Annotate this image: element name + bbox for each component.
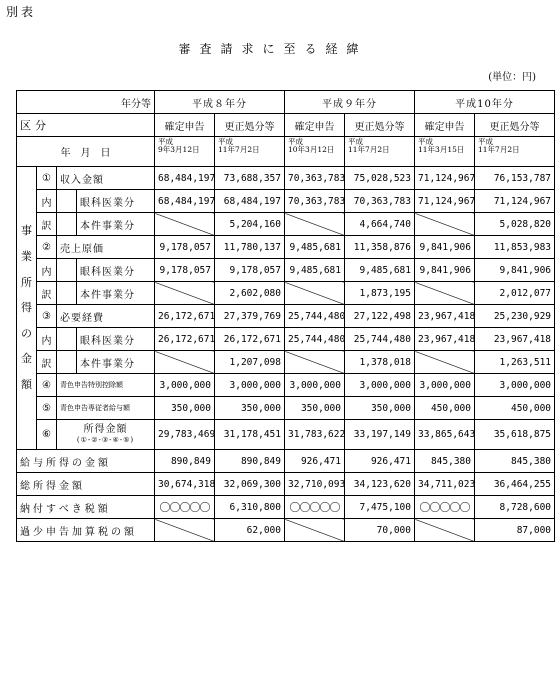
page-title: 審査請求に至る経緯 [178,42,368,56]
value-cell: 70,363,783 [285,190,345,213]
value-cell: 25,744,480 [345,328,415,351]
slashed-cell [285,351,345,374]
value-cell: 27,122,498 [345,305,415,328]
value-cell: 11,853,983 [475,236,555,259]
value-cell: 450,000 [415,397,475,420]
year-header: 平成10年分 [415,91,555,114]
table-row [17,190,555,213]
breakdown-char: 訳 [37,351,57,374]
slashed-cell [285,213,345,236]
value-cell: 6,310,800 [215,496,285,519]
row-number: ① [37,167,57,190]
value-cell: 33,865,643 [415,420,475,450]
value-cell: 9,178,057 [215,259,285,282]
masked-value: 〇〇〇〇〇 [415,496,475,519]
value-cell: 71,124,967 [475,190,555,213]
value-cell: 9,841,906 [475,259,555,282]
value-cell: 11,358,876 [345,236,415,259]
row-label: 眼科医業分 [77,328,155,351]
date-cell [415,137,475,167]
row-number: ③ [37,305,57,328]
value-cell: 5,204,160 [215,213,285,236]
value-cell: 68,484,197 [155,167,215,190]
value-cell: 29,783,469 [155,420,215,450]
date-era: 平成 [218,137,233,146]
table-row [17,420,555,450]
row-label-text: 所得金額 [83,424,128,436]
row-label: 青色申告専従者給与額 [57,397,155,420]
row-label: 必要経費 [57,305,155,328]
value-cell: 1,873,195 [345,282,415,305]
value-cell: 62,000 [215,519,285,542]
date-era: 平成 [158,137,173,146]
table-row [17,282,555,305]
row-number: ② [37,236,57,259]
value-cell: 450,000 [475,397,555,420]
value-cell: 7,475,100 [345,496,415,519]
value-cell: 845,380 [475,450,555,473]
date-cell [345,137,415,167]
table-row [17,473,555,496]
value-cell: 71,124,967 [415,190,475,213]
value-cell: 350,000 [345,397,415,420]
table-row [17,213,555,236]
value-cell: 25,744,480 [285,305,345,328]
kubun-header: 区分 [17,114,155,137]
masked-value: 〇〇〇〇〇 [285,496,345,519]
value-cell: 4,664,740 [345,213,415,236]
value-cell: 23,967,418 [415,328,475,351]
value-cell: 26,172,671 [155,305,215,328]
value-cell: 9,485,681 [285,259,345,282]
table-row [17,397,555,420]
audit-history-table [16,90,555,542]
row-label-spacer [57,259,77,282]
value-cell: 1,207,098 [215,351,285,374]
table-row [17,496,555,519]
value-cell: 35,618,875 [475,420,555,450]
row-sublabel: (①-②-③-④-⑤) [76,436,135,445]
date-value: 11年7月2日 [478,145,520,155]
date-era: 平成 [288,137,303,146]
value-cell: 5,028,820 [475,213,555,236]
slashed-cell [415,351,475,374]
value-cell: 350,000 [285,397,345,420]
value-cell: 926,471 [285,450,345,473]
row-number: ⑤ [37,397,57,420]
value-cell: 32,069,300 [215,473,285,496]
row-label: 眼科医業分 [77,190,155,213]
slashed-cell [285,519,345,542]
row-number: ⑥ [37,420,57,450]
value-cell: 3,000,000 [415,374,475,397]
date-row-label: 年 月 日 [17,137,155,167]
row-label [57,420,155,450]
value-cell: 31,178,451 [215,420,285,450]
corner-header: 年分等 [17,91,155,114]
bottom-row-label: 過少申告加算税の額 [17,519,155,542]
row-label-spacer [57,213,77,236]
unit-label: (単位：円) [488,72,536,83]
slashed-cell [155,213,215,236]
bottom-row-label: 納付すべき税額 [17,496,155,519]
table-row [17,328,555,351]
value-cell: 26,172,671 [155,328,215,351]
column-header: 更正処分等 [475,114,555,137]
value-cell: 25,230,929 [475,305,555,328]
value-cell: 926,471 [345,450,415,473]
value-cell: 1,263,511 [475,351,555,374]
value-cell: 68,484,197 [155,190,215,213]
value-cell: 350,000 [215,397,285,420]
table-row [17,91,555,114]
row-label-spacer [57,190,77,213]
column-header: 更正処分等 [345,114,415,137]
row-label: 本件事業分 [77,213,155,236]
table-row [17,167,555,190]
row-label: 売上原価 [57,236,155,259]
row-label-spacer [57,351,77,374]
value-cell: 1,378,018 [345,351,415,374]
value-cell: 845,380 [415,450,475,473]
slashed-cell [415,282,475,305]
table-row [17,114,555,137]
attachment-label: 別表 [6,5,37,19]
value-cell: 76,153,787 [475,167,555,190]
value-cell: 68,484,197 [215,190,285,213]
value-cell: 36,464,255 [475,473,555,496]
value-cell: 70,000 [345,519,415,542]
row-number: ④ [37,374,57,397]
column-header: 確定申告 [155,114,215,137]
row-label-spacer [57,328,77,351]
value-cell: 31,783,622 [285,420,345,450]
row-label: 収入金額 [57,167,155,190]
bottom-row-label: 給与所得の金額 [17,450,155,473]
date-value: 11年3月15日 [418,145,465,155]
date-era: 平成 [418,137,433,146]
date-era: 平成 [478,137,493,146]
date-cell [155,137,215,167]
slashed-cell [415,213,475,236]
value-cell: 9,178,057 [155,259,215,282]
value-cell: 3,000,000 [345,374,415,397]
value-cell: 27,379,769 [215,305,285,328]
side-label-business-income: 事 業 所 得 の 金 額 [17,167,37,450]
value-cell: 2,602,080 [215,282,285,305]
slashed-cell [155,519,215,542]
date-value: 11年7月2日 [348,145,390,155]
value-cell: 9,485,681 [285,236,345,259]
date-cell [475,137,555,167]
breakdown-char: 内 [37,328,57,351]
breakdown-char: 内 [37,190,57,213]
value-cell: 34,711,023 [415,473,475,496]
date-cell [285,137,345,167]
date-value: 9年3月12日 [158,145,200,155]
breakdown-char: 訳 [37,282,57,305]
column-header: 確定申告 [415,114,475,137]
table-row [17,305,555,328]
masked-value: 〇〇〇〇〇 [155,496,215,519]
slashed-cell [155,282,215,305]
value-cell: 9,841,906 [415,236,475,259]
row-label: 本件事業分 [77,351,155,374]
date-cell [215,137,285,167]
value-cell: 32,710,093 [285,473,345,496]
table-row [17,374,555,397]
table-row [17,236,555,259]
year-header: 平成８年分 [155,91,285,114]
table-row [17,519,555,542]
value-cell: 25,744,480 [285,328,345,351]
value-cell: 23,967,418 [475,328,555,351]
value-cell: 350,000 [155,397,215,420]
value-cell: 23,967,418 [415,305,475,328]
value-cell: 70,363,783 [285,167,345,190]
value-cell: 70,363,783 [345,190,415,213]
value-cell: 9,841,906 [415,259,475,282]
value-cell: 9,485,681 [345,259,415,282]
table-row [17,450,555,473]
row-label: 青色申告特別控除額 [57,374,155,397]
table-row [17,137,555,167]
value-cell: 890,849 [215,450,285,473]
breakdown-char: 内 [37,259,57,282]
row-label: 本件事業分 [77,282,155,305]
year-header: 平成９年分 [285,91,415,114]
column-header: 確定申告 [285,114,345,137]
value-cell: 3,000,000 [475,374,555,397]
value-cell: 30,674,318 [155,473,215,496]
date-value: 11年7月2日 [218,145,260,155]
value-cell: 11,780,137 [215,236,285,259]
value-cell: 8,728,600 [475,496,555,519]
value-cell: 3,000,000 [285,374,345,397]
bottom-row-label: 総所得金額 [17,473,155,496]
value-cell: 87,000 [475,519,555,542]
value-cell: 2,012,077 [475,282,555,305]
value-cell: 26,172,671 [215,328,285,351]
value-cell: 34,123,620 [345,473,415,496]
breakdown-char: 訳 [37,213,57,236]
date-era: 平成 [348,137,363,146]
column-header: 更正処分等 [215,114,285,137]
value-cell: 71,124,967 [415,167,475,190]
value-cell: 75,028,523 [345,167,415,190]
table-row [17,259,555,282]
value-cell: 3,000,000 [215,374,285,397]
row-label-spacer [57,282,77,305]
value-cell: 73,688,357 [215,167,285,190]
value-cell: 9,178,057 [155,236,215,259]
row-label: 眼科医業分 [77,259,155,282]
slashed-cell [415,519,475,542]
date-value: 10年3月12日 [288,145,335,155]
value-cell: 33,197,149 [345,420,415,450]
table-row [17,351,555,374]
value-cell: 890,849 [155,450,215,473]
slashed-cell [155,351,215,374]
slashed-cell [285,282,345,305]
value-cell: 3,000,000 [155,374,215,397]
